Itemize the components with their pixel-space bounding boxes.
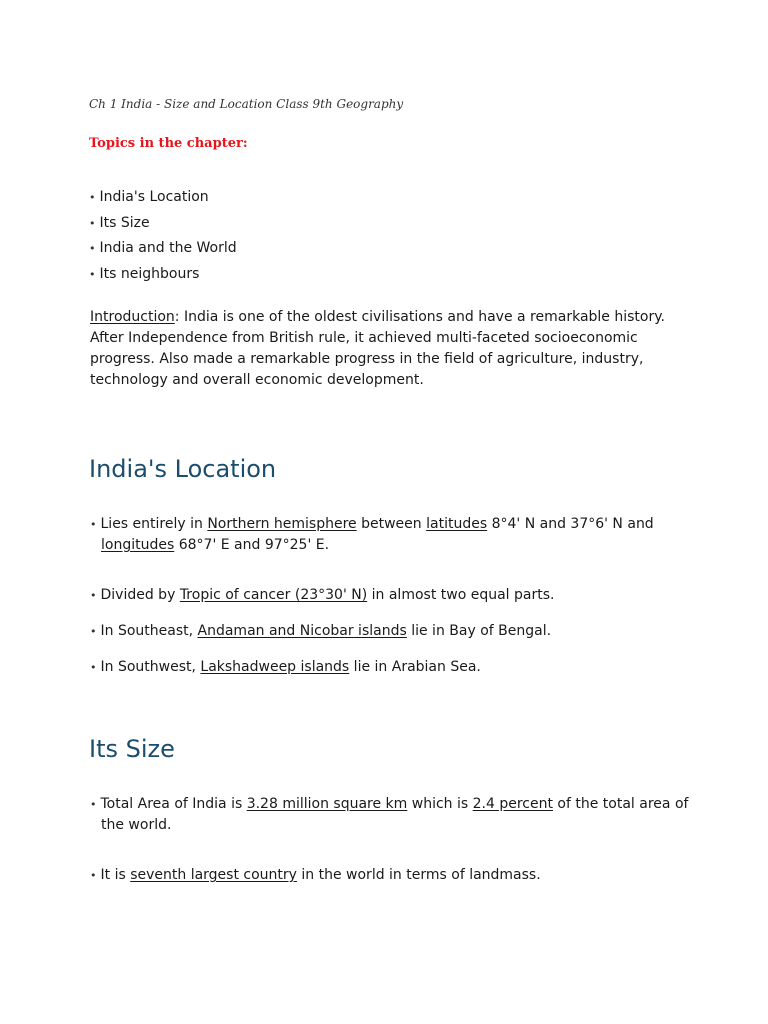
- term-longitudes: longitudes: [101, 537, 175, 553]
- location-bullet-lakshadweep: • In Southwest, Lakshadweep islands lie in Arabian Sea.: [90, 659, 481, 675]
- size-bullet-area: • Total Area of India is 3.28 million square km which is 2.4 percent of the total area of the world.: [90, 796, 689, 833]
- bullet-icon: •: [90, 518, 97, 531]
- bullet-icon: •: [90, 589, 97, 602]
- term-latitudes: latitudes: [426, 516, 488, 532]
- list-item: • Its Size: [89, 214, 150, 231]
- bullet-icon: •: [90, 625, 97, 638]
- topics-heading: Topics in the chapter:: [89, 136, 248, 151]
- location-bullet-hemisphere: • Lies entirely in Northern hemisphere between latitudes 8°4' N and 37°6' N and longitudes 68°7' E and 97°25' E.: [90, 516, 654, 553]
- term-northern-hemisphere: Northern hemisphere: [207, 516, 357, 532]
- bullet-icon: •: [90, 661, 97, 674]
- location-bullet-andaman: • In Southeast, Andaman and Nicobar islands lie in Bay of Bengal.: [90, 623, 552, 639]
- section-heading-size: Its Size: [89, 735, 175, 763]
- term-lakshadweep: Lakshadweep islands: [200, 659, 350, 675]
- term-area: 3.28 million square km: [246, 796, 408, 812]
- introduction-paragraph: [90, 307, 690, 391]
- bullet-icon: •: [89, 267, 96, 281]
- bullet-icon: •: [89, 216, 96, 230]
- section-heading-location: India's Location: [89, 455, 277, 483]
- document-title: Ch 1 India - Size and Location Class 9th Geography: [89, 97, 404, 111]
- term-andaman-nicobar: Andaman and Nicobar islands: [197, 623, 407, 639]
- list-item: • Its neighbours: [89, 265, 200, 282]
- bullet-icon: •: [90, 869, 97, 882]
- term-tropic-of-cancer: Tropic of cancer (23°30' N): [179, 587, 368, 603]
- location-bullet-tropic: • Divided by Tropic of cancer (23°30' N) in almost two equal parts.: [90, 587, 555, 603]
- term-percent: 2.4 percent: [472, 796, 553, 812]
- list-item: • India and the World: [89, 240, 237, 256]
- size-bullet-rank: • It is seventh largest country in the world in terms of landmass.: [90, 867, 541, 883]
- list-item: • India's Location: [89, 189, 209, 205]
- bullet-icon: •: [90, 798, 97, 811]
- introduction-text: : India is one of the oldest civilisations and have a remarkable history. After Independence from British rule, it achieved multi-faceted socioeconomic progress. Also made a remarkable progress in the field of agriculture, industry, technology and overall economic development.: [90, 309, 665, 388]
- term-seventh-largest: seventh largest country: [130, 867, 297, 883]
- topics-list: [89, 185, 237, 287]
- introduction-label: Introduction: [90, 309, 175, 325]
- bullet-icon: •: [89, 191, 96, 204]
- bullet-icon: •: [89, 242, 96, 255]
